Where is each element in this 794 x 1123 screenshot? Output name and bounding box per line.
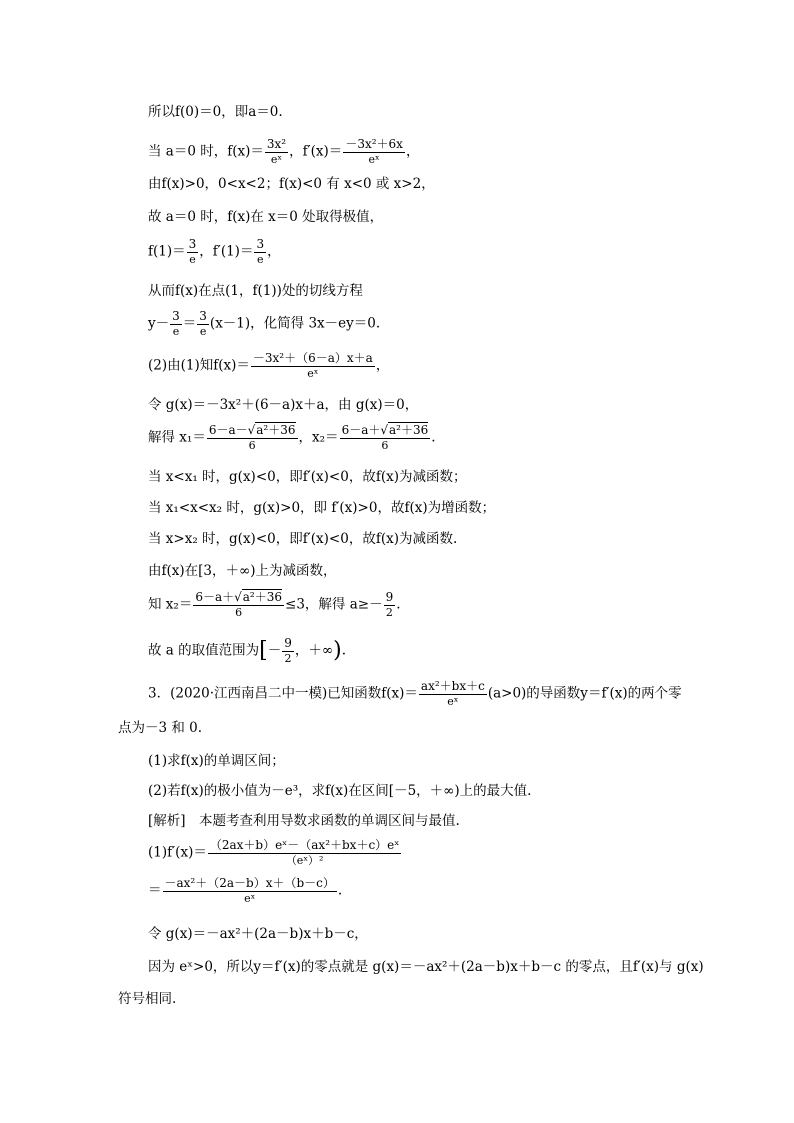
denominator: e xyxy=(257,253,264,266)
line-text: ＝ xyxy=(182,315,197,332)
fraction xyxy=(197,309,209,339)
analysis-label xyxy=(148,812,460,830)
numerator: ax²＋bx＋c xyxy=(420,679,485,693)
numerator-text: 6－a＋ xyxy=(341,423,381,437)
line-text: (1)f′(x)＝ xyxy=(148,844,207,861)
text-line xyxy=(148,175,435,193)
denominator: 6 xyxy=(381,439,389,452)
fraction xyxy=(340,423,431,453)
line-text: － xyxy=(267,642,282,659)
denominator: eˣ xyxy=(270,153,283,166)
line-text: (a>0)的导函数y＝f′(x)的两个零 xyxy=(487,685,682,702)
line-text: 由f(x)>0，0<x<2；f(x)<0 有 x<0 或 x>2， xyxy=(148,176,435,192)
line-text: ， xyxy=(405,143,420,160)
bracket: ) xyxy=(333,638,342,663)
line-text: ，f′(1)＝ xyxy=(199,243,254,260)
denominator: eˣ xyxy=(447,695,459,708)
numerator: －3x²＋（6－a）x＋a xyxy=(252,351,373,365)
line-text: ，f′(x)＝ xyxy=(289,143,343,160)
question-3 xyxy=(148,679,682,709)
line-text: 点为－3 和 0. xyxy=(118,720,203,736)
line-text: 由f(x)在[3，＋∞)上为减函数， xyxy=(148,563,337,579)
denominator: 2 xyxy=(284,652,292,665)
line-text: 令 g(x)＝－ax²＋(2a－b)x＋b－c， xyxy=(148,926,368,942)
text-line xyxy=(148,396,418,414)
text-line xyxy=(118,990,176,1008)
numerator: 3 xyxy=(188,237,197,251)
line-text: 故 a＝0 时，f(x)在 x＝0 处取得极值， xyxy=(148,209,384,225)
line-text: ， xyxy=(375,357,390,374)
fraction xyxy=(170,309,182,339)
text-line xyxy=(148,137,419,167)
line-text: 令 g(x)＝－3x²＋(6－a)x＋a，由 g(x)＝0， xyxy=(148,397,419,413)
denominator: e xyxy=(189,253,196,266)
denominator: eˣ xyxy=(368,153,380,166)
line-text: (x－1)，化简得 3x－ey＝0. xyxy=(209,315,381,332)
fraction xyxy=(208,838,402,868)
denominator: eˣ xyxy=(307,367,319,380)
denominator: 2 xyxy=(385,606,393,619)
text-line xyxy=(148,499,495,517)
line-text: 当 x₁<x<x₂ 时，g(x)>0，即 f′(x)>0，故f(x)为增函数； xyxy=(148,500,496,516)
line-text: (1)求f(x)的单调区间； xyxy=(148,753,285,769)
text-line xyxy=(148,103,283,121)
numerator: 3 xyxy=(256,237,265,251)
denominator: eˣ xyxy=(244,892,256,905)
fraction xyxy=(254,237,266,267)
text-line xyxy=(148,838,402,868)
line-text: 故 a 的取值范围为 xyxy=(148,642,260,659)
text-line xyxy=(148,468,466,486)
text-line xyxy=(148,958,704,976)
line-text: 知 x₂＝ xyxy=(148,596,193,613)
fraction xyxy=(282,636,294,666)
numerator: 3 xyxy=(172,309,180,323)
fraction xyxy=(207,423,298,453)
text-line xyxy=(148,282,363,300)
line-text: . xyxy=(396,596,401,613)
line-text: ， xyxy=(267,243,281,260)
fraction xyxy=(343,137,405,167)
fraction xyxy=(187,237,199,267)
denominator: e xyxy=(199,325,207,338)
denominator: 6 xyxy=(235,606,243,619)
numerator: 3 xyxy=(199,309,207,323)
line-text: (2)由(1)知f(x)＝ xyxy=(148,357,250,374)
sqrt-radicand: a²＋36 xyxy=(242,590,283,604)
line-text: 从而f(x)在点(1，f(1))处的切线方程 xyxy=(148,283,363,299)
line-text: 当 x>x₂ 时，g(x)<0，即f′(x)<0，故f(x)为减函数. xyxy=(148,531,458,547)
text-line xyxy=(148,876,342,906)
line-text: ≤3，解得 a≥－ xyxy=(285,596,383,613)
line-text: y－ xyxy=(148,315,170,332)
sqrt-radicand: a²＋36 xyxy=(389,423,429,437)
line-text: 解得 x₁＝ xyxy=(148,429,206,446)
line-text: 因为 eˣ>0，所以y＝f′(x)的零点就是 g(x)＝－ax²＋(2a－b)x＋b－c 的零点，且f′(x)与 g(x) xyxy=(148,959,704,975)
denominator: e xyxy=(172,325,180,338)
fraction xyxy=(193,590,284,620)
bracket: [ xyxy=(259,638,268,663)
line-text: 当 a＝0 时，f(x)＝ xyxy=(148,143,264,160)
text-line xyxy=(148,590,401,620)
line-text: (2)若f(x)的极小值为－e³，求f(x)在区间[－5，＋∞)上的最大值. xyxy=(148,783,532,799)
line-text: 当 x<x₁ 时，g(x)<0，即f′(x)<0，故f(x)为减函数； xyxy=(148,469,467,485)
line-text: ＝ xyxy=(148,882,162,899)
numerator: －3x²＋6x xyxy=(345,137,403,151)
line-text: . xyxy=(431,429,436,446)
sqrt-radicand: a²＋36 xyxy=(256,423,296,437)
line-text: [解析] 本题考查利用导数求函数的单调区间与最值. xyxy=(148,813,460,829)
line-text: . xyxy=(341,642,347,659)
denominator: （eˣ）² xyxy=(285,854,324,867)
numerator: 6－a－√a²＋36 xyxy=(208,423,296,437)
text-line xyxy=(148,530,457,548)
numerator: 9 xyxy=(284,636,292,650)
text-line xyxy=(148,237,281,267)
text-line xyxy=(148,562,337,580)
numerator: 3x² xyxy=(266,137,287,151)
text-line xyxy=(118,719,202,737)
line-text: . xyxy=(337,882,343,899)
text-line xyxy=(148,925,368,943)
text-line xyxy=(148,351,389,381)
fraction xyxy=(384,590,396,620)
numerator: 6－a＋√a²＋36 xyxy=(195,590,283,604)
numerator-text: 6－a＋ xyxy=(195,590,235,604)
line-text: f(1)＝ xyxy=(148,243,186,260)
line-text: 符号相同. xyxy=(118,991,177,1007)
text-line xyxy=(148,636,346,666)
text-line xyxy=(148,309,380,339)
text-line xyxy=(148,752,285,770)
numerator: 6－a＋√a²＋36 xyxy=(341,423,429,437)
numerator-text: 6－a－ xyxy=(208,423,248,437)
numerator: 9 xyxy=(385,590,394,604)
fraction xyxy=(251,351,375,381)
fraction xyxy=(419,679,487,709)
numerator: －ax²＋（2a－b）x＋（b－c） xyxy=(164,876,335,890)
line-text: ，＋∞ xyxy=(294,642,334,659)
text-line xyxy=(148,208,383,226)
fraction xyxy=(265,137,288,167)
line-text: 所以f(0)＝0，即a＝0. xyxy=(148,104,283,120)
line-text: ，x₂＝ xyxy=(298,429,339,446)
line-text: 3．(2020·江西南昌二中一模)已知函数f(x)＝ xyxy=(148,685,418,702)
text-line xyxy=(148,782,531,800)
denominator: 6 xyxy=(248,439,256,452)
text-line xyxy=(148,423,436,453)
fraction xyxy=(163,876,337,906)
numerator: （2ax＋b）eˣ－（ax²＋bx＋c）eˣ xyxy=(209,838,400,852)
